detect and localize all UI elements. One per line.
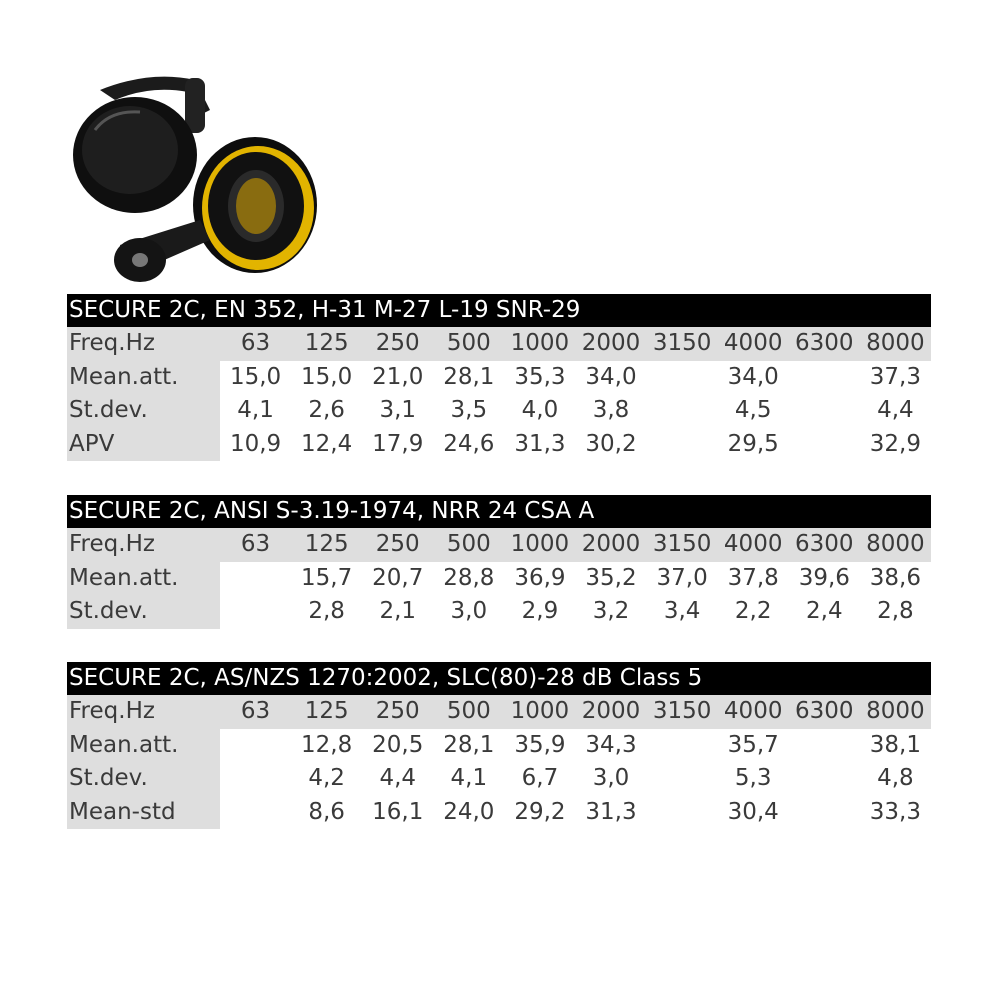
table-cell: 12,8 <box>301 731 353 758</box>
table-cell: 125 <box>304 698 349 724</box>
table-cell: 37,0 <box>656 564 708 591</box>
table-cell: 15,0 <box>301 363 353 390</box>
table-cell: 4,0 <box>521 397 559 423</box>
table-cell: 10,9 <box>229 430 282 457</box>
table-cell: 2,8 <box>877 598 914 624</box>
table-cell: 63 <box>240 531 271 557</box>
table-cell: 8000 <box>866 698 925 724</box>
table-cell: 8000 <box>866 531 925 557</box>
table-cell: 31,3 <box>585 798 637 825</box>
table-cell: 2000 <box>581 698 641 724</box>
table-cell: 500 <box>446 698 491 724</box>
table-cell: 125 <box>304 330 349 356</box>
table-cell: 2,4 <box>806 598 843 624</box>
table-cell: 2,8 <box>308 598 345 624</box>
table-row <box>67 695 931 729</box>
table-title: SECURE 2C, AS/NZS 1270:2002, SLC(80)-28 dB Class 5 <box>67 662 931 695</box>
table-cell: 4000 <box>723 531 783 557</box>
row-label: Mean.att. <box>67 562 220 596</box>
table-cell: 3,0 <box>592 765 630 791</box>
table-cell: 3,2 <box>592 598 630 624</box>
table-cell: 3,0 <box>450 598 488 624</box>
table-cell: 4,1 <box>237 397 274 423</box>
table-cell: 4,2 <box>308 765 345 791</box>
table-cell: 36,9 <box>514 564 566 591</box>
table-cell: 35,9 <box>514 731 566 758</box>
table-cell: 63 <box>240 698 271 724</box>
table-cell: 4000 <box>723 698 783 724</box>
table-cell: 3150 <box>652 531 712 557</box>
row-label: APV <box>67 428 220 462</box>
table-cell: 3,1 <box>379 397 417 423</box>
table-cell: 250 <box>375 330 420 356</box>
table-cell: 4,4 <box>877 397 914 423</box>
table-cell: 34,0 <box>585 363 637 390</box>
ansi-attenuation-table <box>67 495 931 629</box>
table-cell: 8000 <box>866 330 925 356</box>
row-label: St.dev. <box>67 762 220 796</box>
table-row <box>67 762 931 796</box>
table-cell: 30,2 <box>585 430 637 457</box>
table-cell: 33,3 <box>869 798 921 825</box>
table-cell: 2,6 <box>308 397 345 423</box>
row-label: Mean.att. <box>67 361 220 395</box>
table-cell: 5,3 <box>734 765 772 791</box>
table-cell: 30,4 <box>727 798 779 825</box>
table-cell: 250 <box>375 698 420 724</box>
asnzs-attenuation-table <box>67 662 931 829</box>
table-cell: 28,1 <box>443 363 495 390</box>
table-cell: 6300 <box>795 698 854 724</box>
table-cell: 4,5 <box>734 397 772 423</box>
table-cell: 2000 <box>581 330 641 356</box>
table-cell: 29,5 <box>727 430 779 457</box>
table-cell: 3150 <box>652 698 712 724</box>
table-cell: 31,3 <box>514 430 566 457</box>
table-cell: 500 <box>446 531 491 557</box>
row-label: Mean.att. <box>67 729 220 763</box>
earmuff-headset-icon <box>60 70 340 295</box>
table-cell: 24,6 <box>443 430 495 457</box>
row-label: Mean-std <box>67 796 220 830</box>
row-label: Freq.Hz <box>67 528 220 562</box>
table-row <box>67 528 931 562</box>
table-row <box>67 327 931 361</box>
table-row <box>67 394 931 428</box>
table-cell: 21,0 <box>372 363 424 390</box>
table-cell: 1000 <box>510 531 570 557</box>
table-row <box>67 595 931 629</box>
table-cell: 38,6 <box>869 564 921 591</box>
table-cell: 4,1 <box>450 765 488 791</box>
table-cell: 20,7 <box>372 564 424 591</box>
table-cell: 2,1 <box>379 598 417 624</box>
table-cell: 35,3 <box>514 363 566 390</box>
row-label: St.dev. <box>67 394 220 428</box>
row-label: St.dev. <box>67 595 220 629</box>
table-cell: 20,5 <box>372 731 424 758</box>
table-cell: 125 <box>304 531 349 557</box>
table-title: SECURE 2C, ANSI S-3.19-1974, NRR 24 CSA A <box>67 495 931 528</box>
table-cell: 15,0 <box>229 363 282 390</box>
en352-attenuation-table <box>67 294 931 461</box>
table-cell: 15,7 <box>301 564 353 591</box>
table-cell: 6,7 <box>521 765 559 791</box>
table-cell: 17,9 <box>372 430 424 457</box>
table-row <box>67 562 931 596</box>
table-cell: 8,6 <box>308 798 345 825</box>
table-cell: 500 <box>446 330 491 356</box>
table-cell: 35,7 <box>727 731 779 758</box>
table-cell: 250 <box>375 531 420 557</box>
row-label: Freq.Hz <box>67 695 220 729</box>
table-cell: 29,2 <box>514 798 566 825</box>
table-cell: 28,8 <box>443 564 495 591</box>
table-cell: 3,4 <box>663 598 701 624</box>
table-cell: 37,8 <box>727 564 779 591</box>
table-cell: 34,0 <box>727 363 779 390</box>
table-cell: 32,9 <box>869 430 921 457</box>
table-cell: 3150 <box>652 330 712 356</box>
table-cell: 35,2 <box>585 564 637 591</box>
table-row <box>67 729 931 763</box>
table-cell: 3,5 <box>450 397 488 423</box>
table-cell: 4,8 <box>877 765 914 791</box>
table-row <box>67 428 931 462</box>
table-cell: 1000 <box>510 698 570 724</box>
table-cell: 4000 <box>723 330 783 356</box>
table-cell: 1000 <box>510 330 570 356</box>
table-cell: 2,9 <box>521 598 559 624</box>
table-cell: 12,4 <box>301 430 353 457</box>
table-cell: 2000 <box>581 531 641 557</box>
table-title: SECURE 2C, EN 352, H-31 M-27 L-19 SNR-29 <box>67 294 931 327</box>
table-row <box>67 796 931 830</box>
table-cell: 2,2 <box>734 598 772 624</box>
table-cell: 3,8 <box>592 397 630 423</box>
table-cell: 34,3 <box>585 731 637 758</box>
table-cell: 63 <box>240 330 271 356</box>
table-cell: 24,0 <box>443 798 495 825</box>
table-cell: 6300 <box>795 531 854 557</box>
table-row <box>67 361 931 395</box>
table-cell: 37,3 <box>869 363 921 390</box>
table-cell: 28,1 <box>443 731 495 758</box>
table-cell: 16,1 <box>372 798 424 825</box>
table-cell: 6300 <box>795 330 854 356</box>
table-cell: 4,4 <box>379 765 417 791</box>
table-cell: 38,1 <box>869 731 921 758</box>
row-label: Freq.Hz <box>67 327 220 361</box>
table-cell: 39,6 <box>798 564 850 591</box>
